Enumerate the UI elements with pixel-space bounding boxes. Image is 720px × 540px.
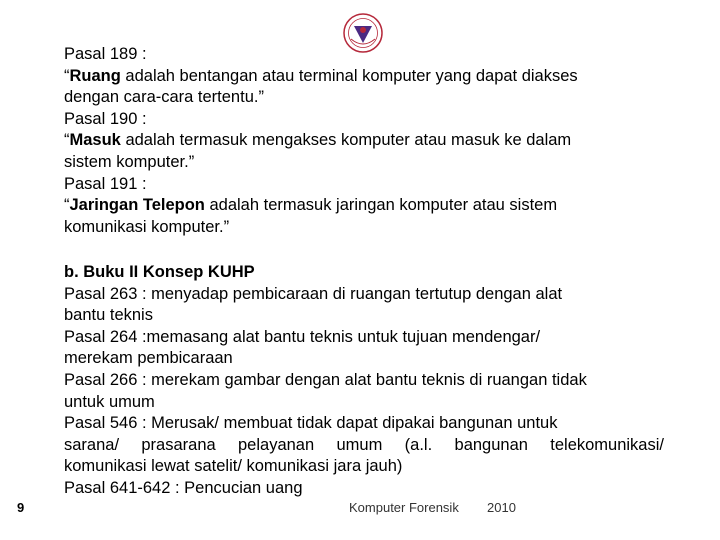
pasal-264-line: Pasal 264 :memasang alat bantu teknis untuk tujuan mendengar/: [64, 327, 541, 346]
pasal-546-line: Pasal 546 : Merusak/ membuat tidak dapat dipakai bangunan untuk: [64, 414, 558, 433]
section-heading: b. Buku II Konsep KUHP: [64, 263, 255, 281]
pasal-189-definition: “Ruang adalah bentangan atau terminal komputer yang dapat diakses: [64, 66, 578, 85]
pasal-190-definition: “Masuk adalah termasuk mengakses komputer atau masuk ke dalam: [64, 131, 572, 150]
pasal-191-definition: “Jaringan Telepon adalah termasuk jaringan komputer atau sistem: [64, 196, 558, 215]
pasal-191-title: Pasal 191 :: [64, 174, 147, 193]
pasal-266-line: Pasal 266 : merekam gambar dengan alat bantu teknis di ruangan tidak: [64, 370, 587, 389]
footer-course: Komputer Forensik: [349, 500, 459, 515]
term-ruang: Ruang: [69, 66, 121, 85]
footer-year: 2010: [487, 500, 516, 515]
pasal-189-title: Pasal 189 :: [64, 45, 147, 63]
pasal-641-642-line: Pasal 641-642 : Pencucian uang: [64, 478, 303, 497]
pasal-191-definition-cont: komunikasi komputer.”: [64, 217, 230, 236]
pasal-546-line-cont: sarana/ prasarana pelayanan umum (a.l. bangunan telekomunikasi/: [64, 435, 664, 454]
pasal-263-line-cont: bantu teknis: [64, 306, 153, 325]
pasal-263-line: Pasal 263 : menyadap pembicaraan di ruangan tertutup dengan alat: [64, 284, 563, 303]
pasal-546-line-cont-2: komunikasi lewat satelit/ komunikasi jara jauh): [64, 457, 403, 476]
pasal-266-line-cont: untuk umum: [64, 392, 155, 411]
term-jaringan-telepon: Jaringan Telepon: [69, 196, 205, 215]
pasal-definitions-block: [64, 44, 664, 238]
pasal-190-title: Pasal 190 :: [64, 109, 147, 128]
konsep-kuhp-block: [64, 262, 664, 500]
pasal-190-definition-cont: sistem komputer.”: [64, 152, 195, 171]
term-masuk: Masuk: [69, 131, 121, 150]
pasal-189-definition-cont: dengan cara-cara tertentu.”: [64, 88, 264, 107]
page-number: 9: [17, 500, 25, 515]
pasal-264-line-cont: merekam pembicaraan: [64, 349, 233, 368]
